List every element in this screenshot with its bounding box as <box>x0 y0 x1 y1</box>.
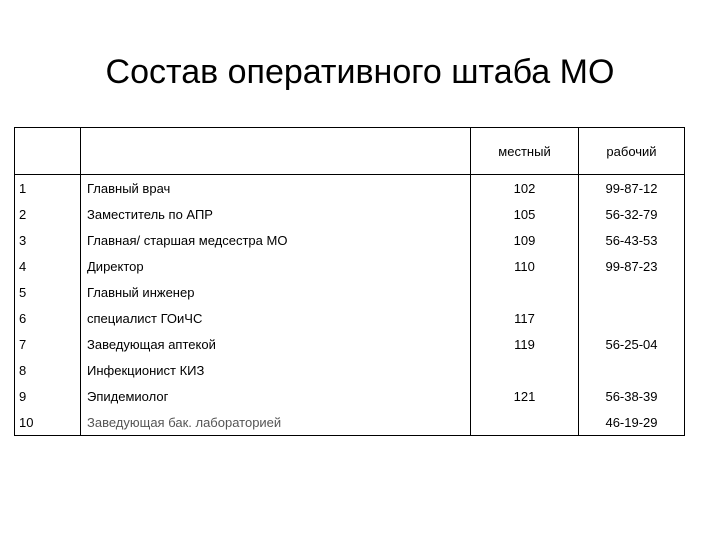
row-local-phone <box>471 409 579 436</box>
row-local-phone: 105 <box>471 201 579 227</box>
table-row <box>15 175 685 202</box>
row-num: 4 <box>15 253 81 279</box>
row-name: Заведующая аптекой <box>81 331 471 357</box>
row-num: 3 <box>15 227 81 253</box>
table-row <box>15 357 685 383</box>
row-num: 10 <box>15 409 81 436</box>
row-num: 2 <box>15 201 81 227</box>
row-work-phone: 56-38-39 <box>579 383 685 409</box>
row-work-phone: 56-32-79 <box>579 201 685 227</box>
table-row <box>15 331 685 357</box>
header-name <box>81 128 471 175</box>
row-work-phone: 56-43-53 <box>579 227 685 253</box>
row-local-phone: 109 <box>471 227 579 253</box>
header-work: рабочий <box>579 128 685 175</box>
table-row <box>15 279 685 305</box>
table-row <box>15 409 685 436</box>
row-name: Заведующая бак. лабораторией <box>81 409 471 436</box>
table-row <box>15 253 685 279</box>
row-num: 5 <box>15 279 81 305</box>
table-header-row <box>15 128 685 175</box>
row-num: 7 <box>15 331 81 357</box>
header-num <box>15 128 81 175</box>
row-name: Главный инженер <box>81 279 471 305</box>
row-name: Заместитель по АПР <box>81 201 471 227</box>
row-work-phone <box>579 279 685 305</box>
row-local-phone <box>471 279 579 305</box>
row-work-phone <box>579 357 685 383</box>
row-name: Директор <box>81 253 471 279</box>
row-name: Эпидемиолог <box>81 383 471 409</box>
table-row <box>15 227 685 253</box>
header-local: местный <box>471 128 579 175</box>
row-local-phone: 117 <box>471 305 579 331</box>
row-work-phone: 46-19-29 <box>579 409 685 436</box>
row-work-phone <box>579 305 685 331</box>
staff-table <box>14 127 685 436</box>
page-title: Состав оперативного штаба МО <box>105 53 615 91</box>
row-local-phone: 102 <box>471 175 579 202</box>
row-name: Инфекционист КИЗ <box>81 357 471 383</box>
row-num: 6 <box>15 305 81 331</box>
row-num: 8 <box>15 357 81 383</box>
row-name: Главная/ старшая медсестра МО <box>81 227 471 253</box>
row-local-phone: 119 <box>471 331 579 357</box>
row-work-phone: 99-87-23 <box>579 253 685 279</box>
row-num: 1 <box>15 175 81 202</box>
row-name: Главный врач <box>81 175 471 202</box>
table-row <box>15 383 685 409</box>
row-local-phone <box>471 357 579 383</box>
table-row <box>15 305 685 331</box>
table-row <box>15 201 685 227</box>
row-name: специалист ГОиЧС <box>81 305 471 331</box>
row-work-phone: 56-25-04 <box>579 331 685 357</box>
row-local-phone: 110 <box>471 253 579 279</box>
row-num: 9 <box>15 383 81 409</box>
row-local-phone: 121 <box>471 383 579 409</box>
row-work-phone: 99-87-12 <box>579 175 685 202</box>
